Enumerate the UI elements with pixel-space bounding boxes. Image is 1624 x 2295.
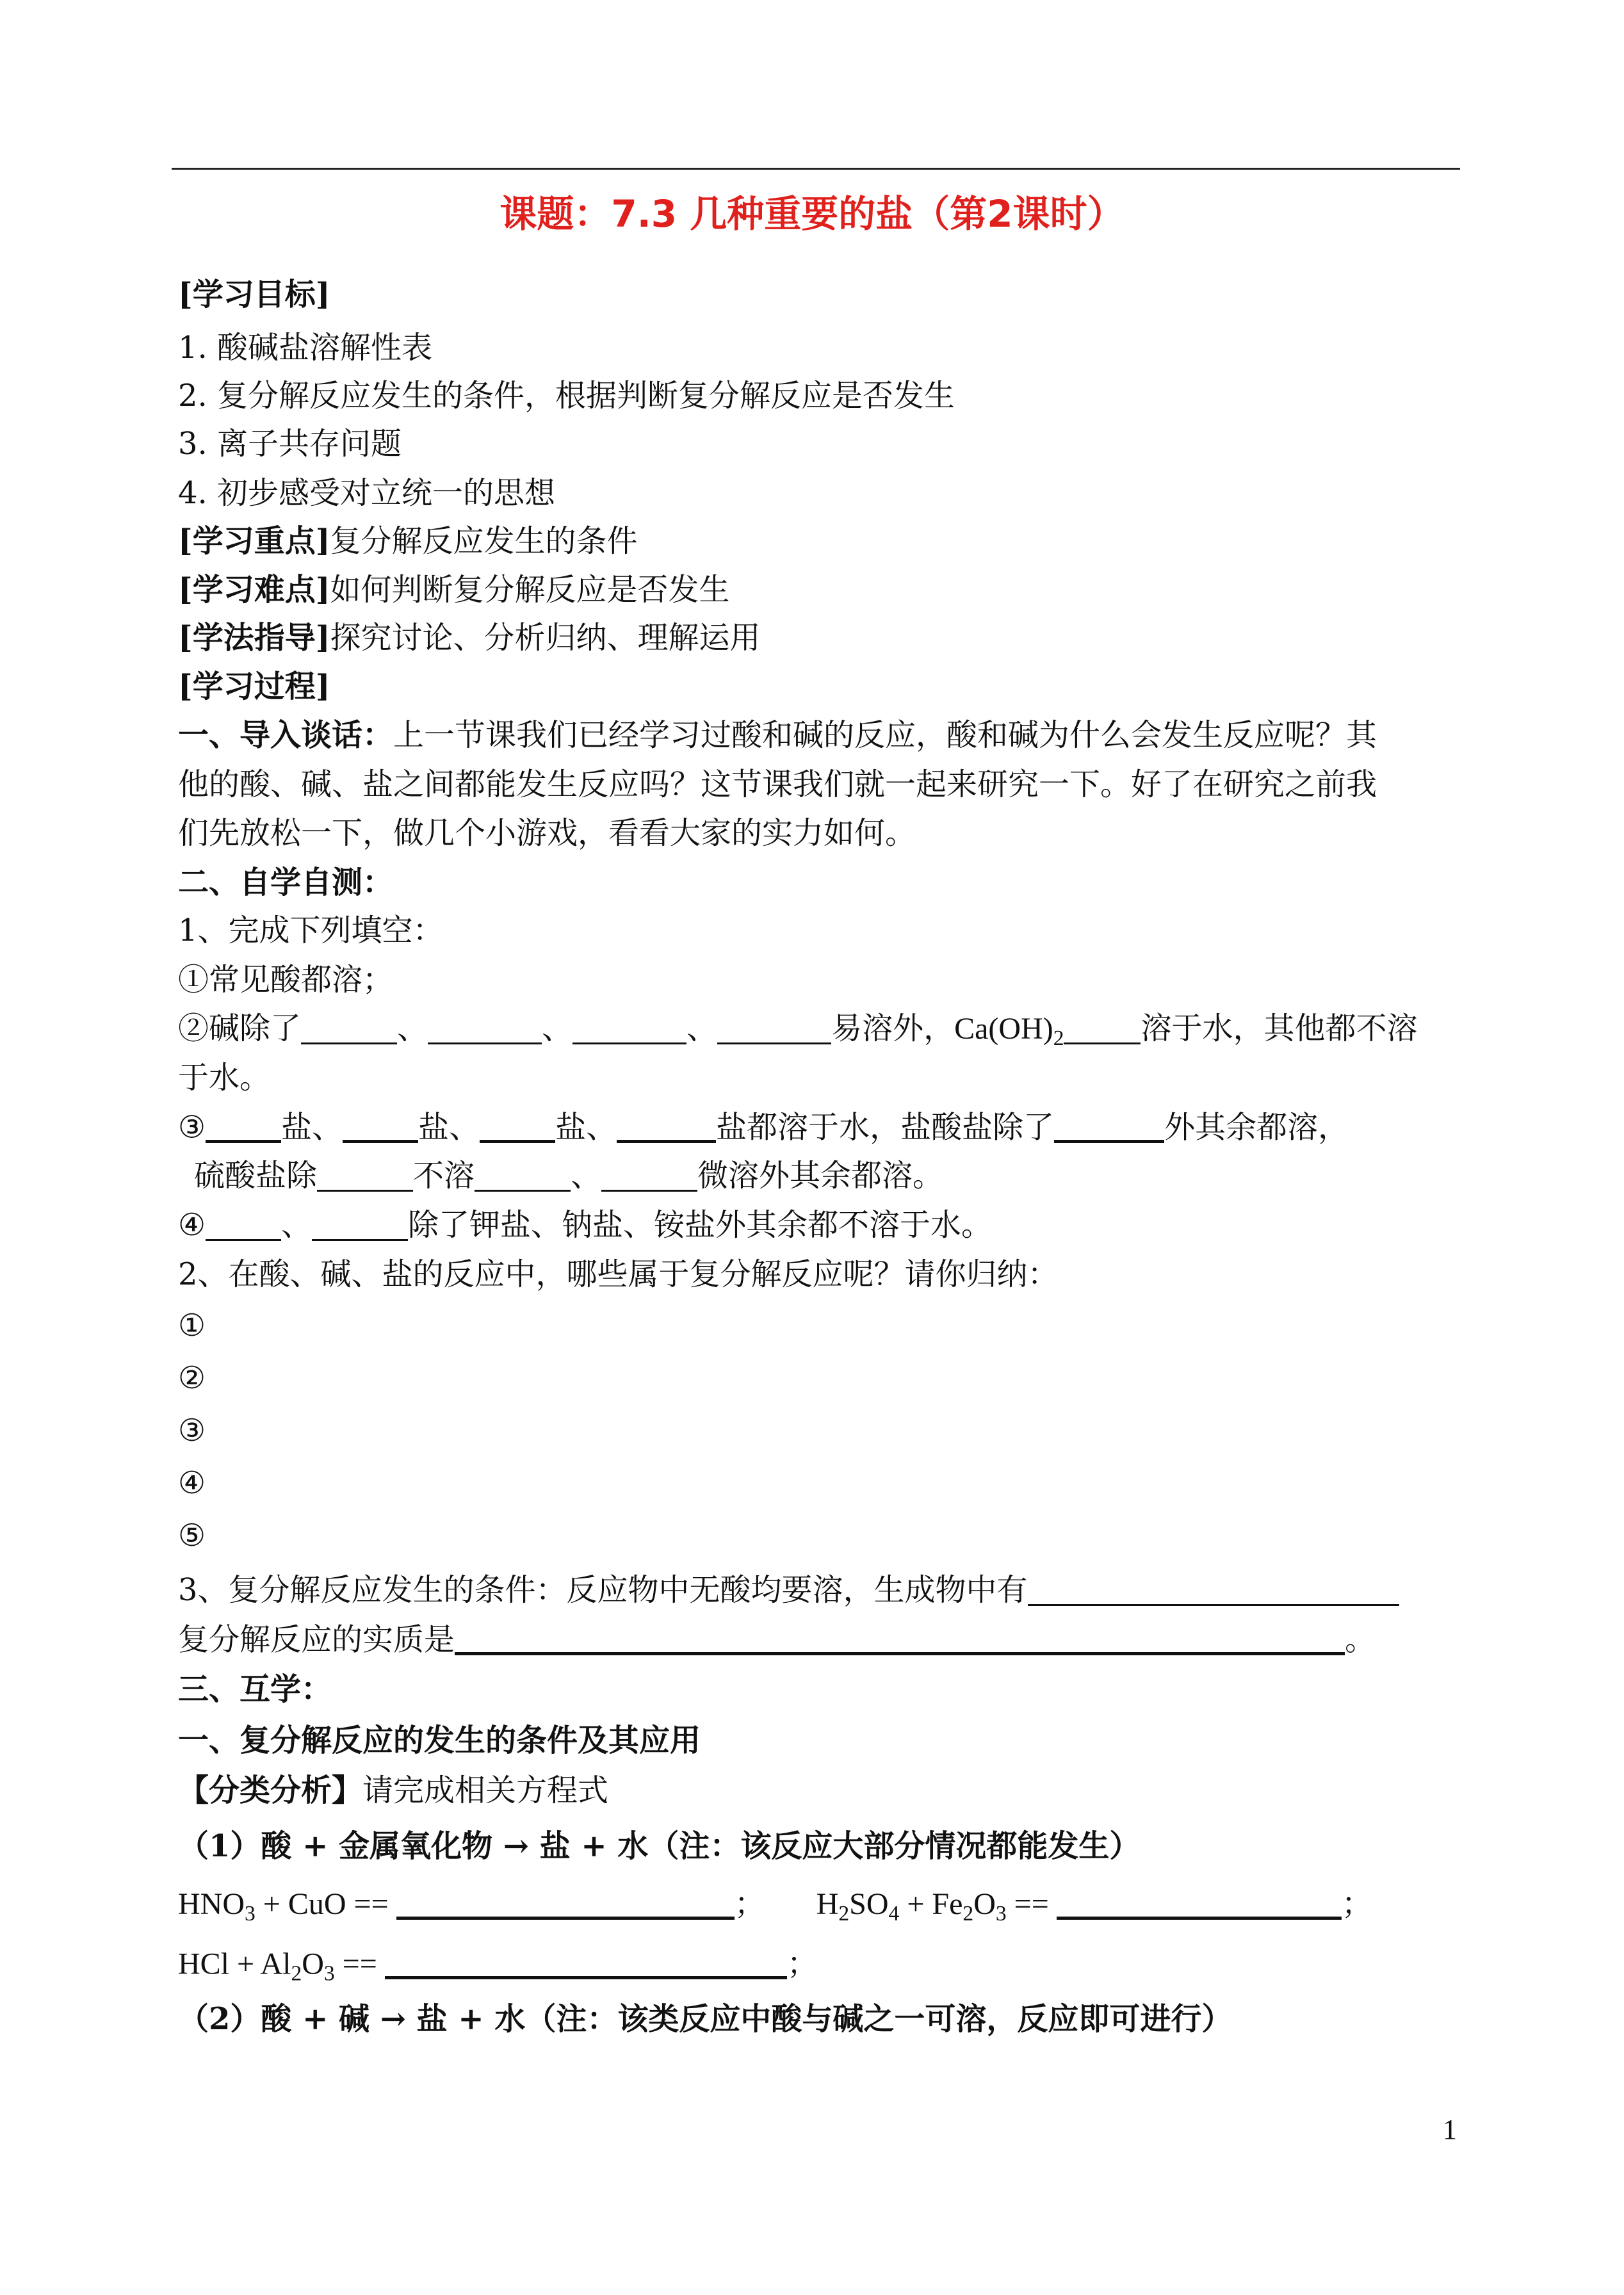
formula-text: O <box>302 1947 324 1981</box>
summary-item-3: ③ <box>178 1413 206 1448</box>
self-test-q1: 1、完成下列填空： <box>178 912 444 948</box>
subscript: 3 <box>245 1902 256 1926</box>
answer-blank[interactable] <box>343 1109 418 1143</box>
fill-text: 外其余都溶， <box>1164 1109 1349 1146</box>
separator: 、 <box>571 1158 602 1194</box>
subscript: 4 <box>888 1902 900 1926</box>
fill-line-3-cont <box>194 1158 943 1195</box>
intro-line-3: 们先放松一下，做几个小游戏，看看大家的实力如何。 <box>178 815 916 851</box>
fill-text: 盐、 <box>555 1109 617 1146</box>
equation-row-2 <box>178 1945 818 1987</box>
fill-text: ③ <box>178 1109 206 1146</box>
equation-2 <box>816 1887 1372 1926</box>
formula-text: ； <box>1341 1887 1372 1922</box>
equation-1 <box>178 1887 765 1926</box>
answer-blank[interactable] <box>301 1012 397 1044</box>
answer-blank[interactable] <box>1057 1886 1342 1920</box>
separator: 、 <box>686 1012 718 1046</box>
formula-text: H <box>816 1887 839 1922</box>
mutual-heading: 三、互学： <box>178 1671 332 1707</box>
formula-text: == <box>334 1947 385 1981</box>
answer-blank[interactable] <box>428 1012 542 1044</box>
reaction-type-1: （1）酸 + 金属氧化物 → 盐 + 水（注：该反应大部分情况都能发生） <box>178 1828 1141 1864</box>
formula-text: ； <box>786 1947 818 1981</box>
summary-item-2: ② <box>178 1360 206 1396</box>
method-text: 探究讨论、分析归纳、理解运用 <box>330 620 761 656</box>
difficulty-line <box>178 572 729 609</box>
fill-text: ②碱除了 <box>178 1012 302 1046</box>
intro-text-1: 上一节课我们已经学习过酸和碱的反应，酸和碱为什么会发生反应呢？其 <box>393 717 1377 753</box>
answer-blank[interactable] <box>601 1159 697 1192</box>
answer-blank[interactable] <box>206 1208 281 1241</box>
self-test-q3 <box>178 1572 1399 1609</box>
answer-blank[interactable] <box>317 1159 413 1192</box>
subscript: 3 <box>995 1902 1007 1926</box>
self-test-heading: 二、自学自测： <box>178 864 394 900</box>
summary-item-5: ⑤ <box>178 1518 206 1553</box>
fill-line-2-cont: 于水。 <box>178 1060 271 1096</box>
classify-line <box>178 1772 608 1810</box>
fill-text: ④ <box>178 1207 206 1243</box>
formula-text: HCl + Al <box>178 1947 291 1981</box>
method-label: [学法指导] <box>178 620 330 656</box>
subscript: 2 <box>291 1961 302 1986</box>
fill-text: 除了钾盐、钠盐、铵盐外其余都不溶于水。 <box>408 1207 993 1243</box>
fill-text: 溶于水，其他都不溶 <box>1141 1012 1418 1046</box>
answer-blank[interactable] <box>1028 1573 1399 1606</box>
fill-text: 微溶外其余都溶。 <box>697 1158 944 1194</box>
subscript: 2 <box>1053 1026 1064 1051</box>
answer-blank[interactable] <box>480 1109 555 1143</box>
goal-item-4: 4. 初步感受对立统一的思想 <box>178 475 556 511</box>
subscript: 3 <box>323 1961 335 1986</box>
fill-text: 不溶 <box>413 1158 475 1194</box>
fill-line-2 <box>178 1010 1418 1051</box>
answer-blank[interactable] <box>1064 1012 1141 1044</box>
formula-text: HNO <box>178 1887 245 1922</box>
answer-blank[interactable] <box>1054 1109 1164 1143</box>
formula-text: + Fe <box>899 1887 963 1922</box>
formula-text: + CuO == <box>255 1887 396 1922</box>
formula-text: == <box>1006 1887 1057 1922</box>
fill-text: 盐、 <box>418 1109 480 1146</box>
subscript: 2 <box>838 1902 850 1926</box>
summary-item-4: ④ <box>178 1465 206 1501</box>
answer-blank[interactable] <box>312 1208 408 1241</box>
separator: 、 <box>397 1012 428 1046</box>
formula-text: ； <box>734 1887 765 1922</box>
answer-blank[interactable] <box>206 1109 281 1143</box>
answer-blank[interactable] <box>572 1012 686 1044</box>
classify-label: 【分类分析】 <box>178 1772 363 1808</box>
answer-blank[interactable] <box>455 1621 1345 1655</box>
answer-blank[interactable] <box>717 1012 831 1044</box>
fill-line-3 <box>178 1109 1349 1146</box>
fill-line-4 <box>178 1207 992 1244</box>
classify-text: 请完成相关方程式 <box>362 1772 609 1808</box>
answer-blank[interactable] <box>385 1945 787 1979</box>
difficulty-label: [学习难点] <box>178 572 330 608</box>
subscript: 2 <box>962 1902 974 1926</box>
fill-line-1: ①常见酸都溶； <box>178 962 394 998</box>
self-test-q2: 2、在酸、碱、盐的反应中，哪些属于复分解反应呢？请你归纳： <box>178 1256 1059 1292</box>
mutual-sub-heading: 一、复分解反应的发生的条件及其应用 <box>178 1723 701 1758</box>
formula-text: O <box>973 1887 996 1922</box>
answer-blank[interactable] <box>475 1159 571 1192</box>
fill-text: 。 <box>1345 1621 1376 1658</box>
summary-item-1: ① <box>178 1308 206 1343</box>
fill-text: 复分解反应的实质是 <box>178 1621 455 1658</box>
answer-blank[interactable] <box>396 1886 735 1920</box>
intro-line-2: 他的酸、碱、盐之间都能发生反应吗？这节课我们就一起来研究一下。好了在研究之前我 <box>178 766 1377 802</box>
goal-item-2: 2. 复分解反应发生的条件，根据判断复分解反应是否发生 <box>178 378 955 414</box>
goals-heading: [学习目标] <box>178 277 330 312</box>
page-title: 课题：7.3 几种重要的盐（第2课时） <box>499 192 1125 236</box>
focus-line <box>178 523 637 560</box>
intro-line-1 <box>178 717 1377 754</box>
difficulty-text: 如何判断复分解反应是否发生 <box>330 572 730 608</box>
formula-text: SO <box>849 1887 889 1922</box>
separator: 、 <box>542 1012 573 1046</box>
equation-row-1 <box>178 1886 1372 1927</box>
focus-text: 复分解反应发生的条件 <box>330 523 638 559</box>
goal-item-1: 1. 酸碱盐溶解性表 <box>178 330 433 366</box>
page-number: 1 <box>1443 2114 1457 2145</box>
intro-label: 一、导入谈话： <box>178 717 394 753</box>
separator: 、 <box>281 1207 313 1243</box>
fill-text: 盐、 <box>281 1109 343 1146</box>
header-rule <box>172 168 1460 170</box>
method-line <box>178 620 760 657</box>
fill-text: 3、复分解反应发生的条件：反应物中无酸均要溶，生成物中有 <box>178 1572 1028 1608</box>
process-heading: [学习过程] <box>178 669 330 704</box>
focus-label: [学习重点] <box>178 523 330 559</box>
answer-blank[interactable] <box>617 1109 716 1143</box>
fill-text: 易溶外，Ca(OH) <box>831 1012 1053 1046</box>
goal-item-3: 3. 离子共存问题 <box>178 426 402 462</box>
essence-line <box>178 1621 1376 1658</box>
fill-text: 硫酸盐除 <box>194 1158 318 1194</box>
reaction-type-2: （2）酸 + 碱 → 盐 + 水（注：该类反应中酸与碱之一可溶，反应即可进行） <box>178 2001 1233 2037</box>
fill-text: 盐都溶于水，盐酸盐除了 <box>716 1109 1055 1146</box>
